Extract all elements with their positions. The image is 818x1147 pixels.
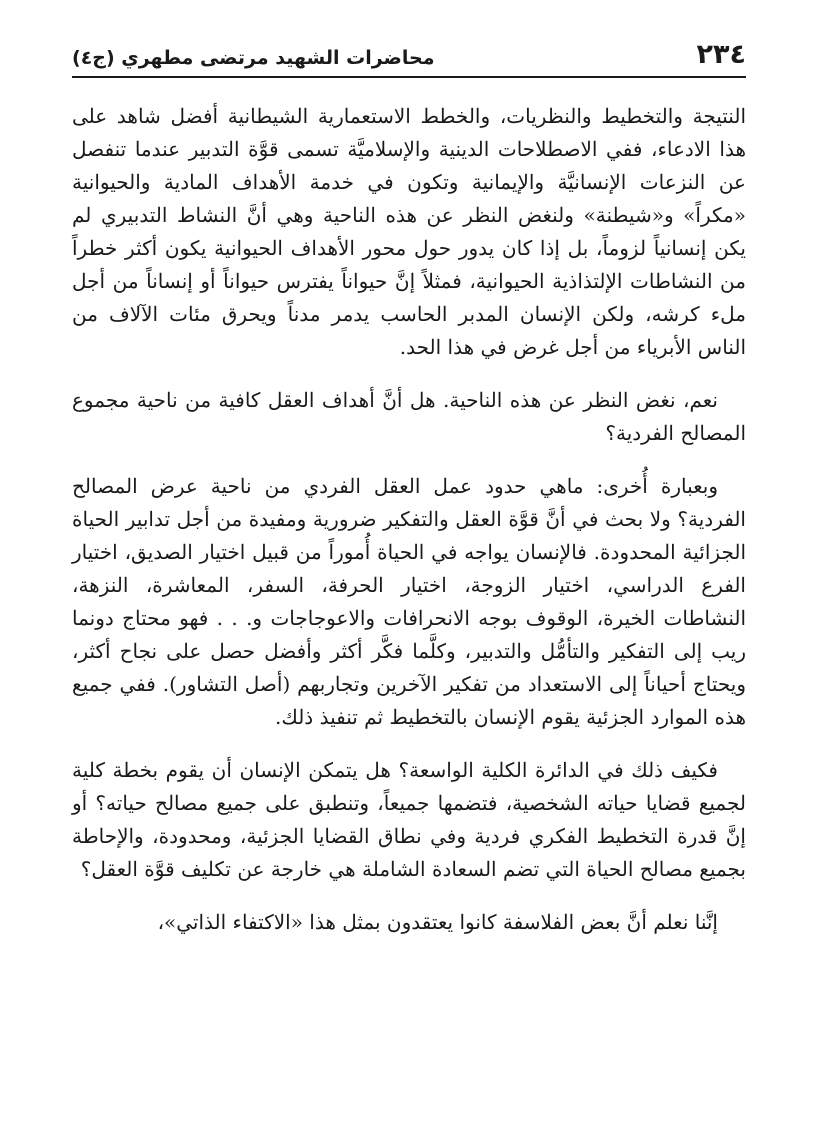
paragraph-4: فكيف ذلك في الدائرة الكلية الواسعة؟ هل يتمكن الإنسان أن يقوم بخطة كلية لجميع قضايا حياته الشخصية، فتضمها جميعاً، وتنطبق على جميع مصالح حياته؟ أو إنَّ قدرة التخطيط الفكري فردية وفي نطاق القضايا الجزئية، ومحدودة، والإحاطة بجميع مصالح الحياة التي تضم السعادة الشاملة هي خارجة عن تكليف قوَّة العقل؟ (72, 758, 746, 881)
header-rule (72, 76, 746, 78)
paragraph-1: النتيجة والتخطيط والنظريات، والخطط الاستعمارية الشيطانية أفضل شاهد على هذا الادعاء، ففي الاصطلاحات الدينية والإسلاميَّة تسمى قوَّة التدبير عندما تنفصل عن النزعات الإنسانيَّة والإيمانية وتكون في خدمة الأهداف المادية والحيوانية «مكراً» و«شيطنة» ولنغض النظر عن هذه الناحية وهي أنَّ النشاط التدبيري لم يكن إنسانياً لزوماً، بل إذا كان يدور حول محور الأهداف الحيوانية يكون أكثر خطراً من النشاطات الإلتذاذية الحيوانية، فمثلاً إنَّ حيواناً يفترس حيواناً أو إنساناً من أجل ملء كرشه، ولكن الإنسان المدبر الحاسب يدمر مدناً ويحرق مئات الآلاف من الناس الأبرياء من أجل غرض في هذا الحد. (72, 104, 746, 359)
running-header (72, 28, 746, 68)
page-number: ٢٣٤ (696, 39, 746, 70)
paragraph-3: وبعبارة أُخرى: ماهي حدود عمل العقل الفردي من ناحية عرض المصالح الفردية؟ ولا بحث في أنَّ قوَّة العقل والتفكير ضرورية ومفيدة من أجل تدابير الحياة الجزائية المحدودة. فالإنسان يواجه في الحياة أُموراً من قبيل اختيار الصديق، اختيار الفرع الدراسي، اختيار الزوجة، اختيار الحرفة، السفر، المعاشرة، النزهة، النشاطات الخيرة، الوقوف بوجه الانحرافات والاعوجاجات و. . . فهو محتاج دونما ريب إلى التفكير والتأمُّل والتدبير، وكلَّما فكَّر أكثر وأفضل حصل على نجاح أكثر، ويحتاج أحياناً إلى الاستعداد من تفكير الآخرين وتجاربهم (أصل التشاور). ففي جميع هذه الموارد الجزئية يقوم الإنسان بالتخطيط ثم تنفيذ ذلك. (72, 474, 746, 729)
paragraph-5: إنَّنا نعلم أنَّ بعض الفلاسفة كانوا يعتقدون بمثل هذا «الاكتفاء الذاتي»، (157, 910, 718, 934)
body-text (72, 100, 746, 939)
paragraph-2: نعم، نغض النظر عن هذه الناحية. هل أنَّ أهداف العقل كافية من ناحية مجموع المصالح الفردية؟ (72, 388, 746, 445)
running-title: محاضرات الشهيد مرتضى مطهري (ج٤) (72, 47, 435, 69)
